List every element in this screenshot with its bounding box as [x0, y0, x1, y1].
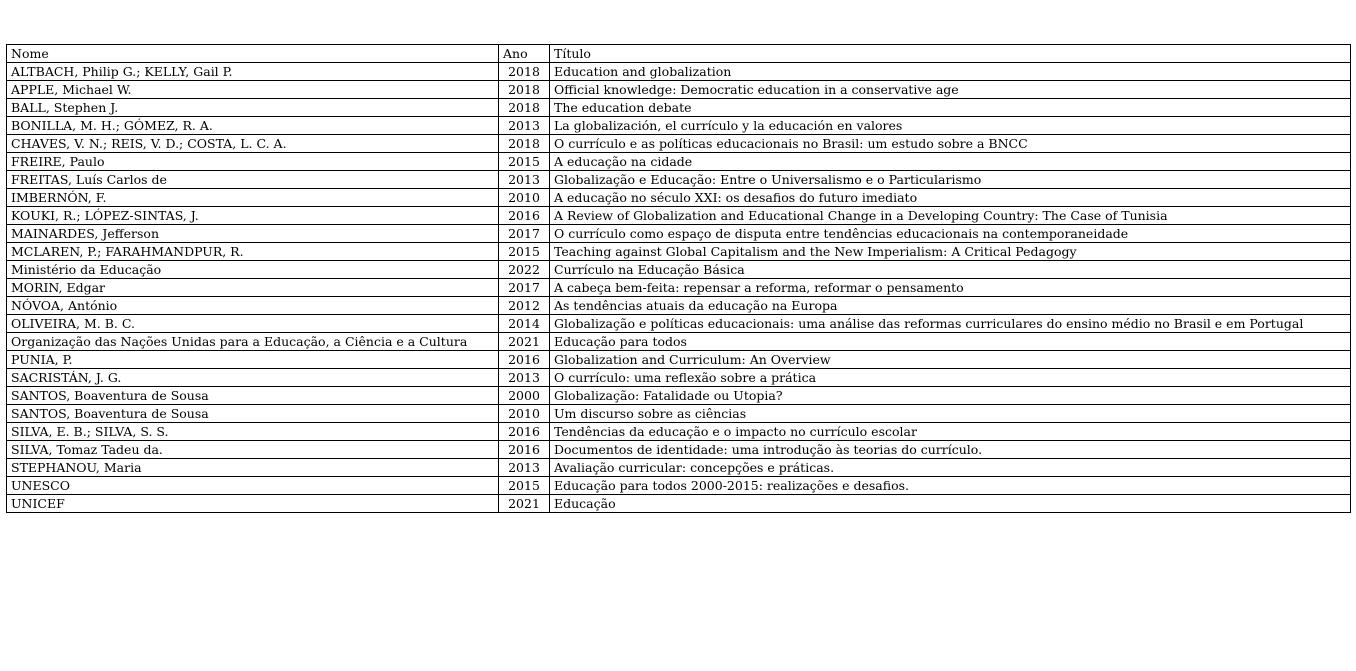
- cell-title: O currículo e as políticas educacionais no Brasil: um estudo sobre a BNCC: [550, 135, 1351, 153]
- table-row: [7, 441, 1351, 459]
- cell-title: Education and globalization: [550, 63, 1351, 81]
- table-row: [7, 99, 1351, 117]
- cell-title: Globalização e Educação: Entre o Universalismo e o Particularismo: [550, 171, 1351, 189]
- cell-name: PUNIA, P.: [7, 351, 499, 369]
- cell-name: CHAVES, V. N.; REIS, V. D.; COSTA, L. C. A.: [7, 135, 499, 153]
- table-row: [7, 135, 1351, 153]
- cell-title: Educação: [550, 495, 1351, 513]
- cell-year: 2017: [499, 279, 550, 297]
- table-row: [7, 225, 1351, 243]
- table-row: [7, 369, 1351, 387]
- cell-name: STEPHANOU, Maria: [7, 459, 499, 477]
- cell-name: SACRISTÁN, J. G.: [7, 369, 499, 387]
- table-row: [7, 117, 1351, 135]
- cell-year: 2013: [499, 117, 550, 135]
- cell-year: 2010: [499, 189, 550, 207]
- table-row: [7, 297, 1351, 315]
- references-table: [6, 44, 1351, 513]
- cell-name: BONILLA, M. H.; GÓMEZ, R. A.: [7, 117, 499, 135]
- cell-name: NÓVOA, António: [7, 297, 499, 315]
- cell-title: As tendências atuais da educação na Europa: [550, 297, 1351, 315]
- cell-name: BALL, Stephen J.: [7, 99, 499, 117]
- cell-name: Organização das Nações Unidas para a Educação, a Ciência e a Cultura: [7, 333, 499, 351]
- cell-year: 2013: [499, 171, 550, 189]
- cell-name: MORIN, Edgar: [7, 279, 499, 297]
- table-row: [7, 261, 1351, 279]
- table-row: [7, 81, 1351, 99]
- cell-name: UNICEF: [7, 495, 499, 513]
- table-row: [7, 153, 1351, 171]
- cell-year: 2015: [499, 153, 550, 171]
- table-header-row: [7, 45, 1351, 63]
- cell-title: Globalization and Curriculum: An Overview: [550, 351, 1351, 369]
- table-row: [7, 243, 1351, 261]
- cell-year: 2016: [499, 423, 550, 441]
- cell-name: KOUKI, R.; LÓPEZ-SINTAS, J.: [7, 207, 499, 225]
- cell-year: 2021: [499, 333, 550, 351]
- header-name: Nome: [7, 45, 499, 63]
- cell-name: ALTBACH, Philip G.; KELLY, Gail P.: [7, 63, 499, 81]
- cell-title: La globalización, el currículo y la educación en valores: [550, 117, 1351, 135]
- table-row: [7, 495, 1351, 513]
- cell-title: Documentos de identidade: uma introdução às teorias do currículo.: [550, 441, 1351, 459]
- table-row: [7, 423, 1351, 441]
- cell-title: A educação na cidade: [550, 153, 1351, 171]
- cell-year: 2022: [499, 261, 550, 279]
- table-body: [7, 63, 1351, 513]
- cell-title: The education debate: [550, 99, 1351, 117]
- cell-name: APPLE, Michael W.: [7, 81, 499, 99]
- table-row: [7, 189, 1351, 207]
- cell-title: A Review of Globalization and Educational Change in a Developing Country: The Case of Tunisia: [550, 207, 1351, 225]
- header-title: Título: [550, 45, 1351, 63]
- table-row: [7, 315, 1351, 333]
- cell-title: Official knowledge: Democratic education in a conservative age: [550, 81, 1351, 99]
- cell-title: Teaching against Global Capitalism and the New Imperialism: A Critical Pedagogy: [550, 243, 1351, 261]
- cell-year: 2018: [499, 135, 550, 153]
- table-row: [7, 387, 1351, 405]
- cell-year: 2013: [499, 369, 550, 387]
- table-row: [7, 351, 1351, 369]
- table-row: [7, 279, 1351, 297]
- table-row: [7, 207, 1351, 225]
- cell-title: Educação para todos: [550, 333, 1351, 351]
- cell-name: UNESCO: [7, 477, 499, 495]
- cell-year: 2014: [499, 315, 550, 333]
- header-year: Ano: [499, 45, 550, 63]
- cell-title: Globalização e políticas educacionais: uma análise das reformas curriculares do ensino médio no Brasil e em Portugal: [550, 315, 1351, 333]
- cell-name: SANTOS, Boaventura de Sousa: [7, 387, 499, 405]
- cell-name: SILVA, Tomaz Tadeu da.: [7, 441, 499, 459]
- cell-year: 2010: [499, 405, 550, 423]
- cell-year: 2000: [499, 387, 550, 405]
- cell-name: SANTOS, Boaventura de Sousa: [7, 405, 499, 423]
- cell-title: Tendências da educação e o impacto no currículo escolar: [550, 423, 1351, 441]
- table-row: [7, 477, 1351, 495]
- cell-year: 2012: [499, 297, 550, 315]
- table-row: [7, 63, 1351, 81]
- cell-year: 2015: [499, 243, 550, 261]
- cell-title: Globalização: Fatalidade ou Utopia?: [550, 387, 1351, 405]
- cell-title: Currículo na Educação Básica: [550, 261, 1351, 279]
- cell-title: O currículo: uma reflexão sobre a prática: [550, 369, 1351, 387]
- cell-name: IMBERNÓN, F.: [7, 189, 499, 207]
- cell-title: Educação para todos 2000-2015: realizações e desafios.: [550, 477, 1351, 495]
- cell-year: 2017: [499, 225, 550, 243]
- cell-name: MAINARDES, Jefferson: [7, 225, 499, 243]
- table-row: [7, 459, 1351, 477]
- cell-name: FREITAS, Luís Carlos de: [7, 171, 499, 189]
- cell-name: Ministério da Educação: [7, 261, 499, 279]
- cell-name: SILVA, E. B.; SILVA, S. S.: [7, 423, 499, 441]
- cell-year: 2016: [499, 207, 550, 225]
- cell-year: 2021: [499, 495, 550, 513]
- cell-year: 2018: [499, 81, 550, 99]
- table-row: [7, 333, 1351, 351]
- cell-title: A educação no século XXI: os desafios do futuro imediato: [550, 189, 1351, 207]
- cell-year: 2018: [499, 99, 550, 117]
- table-row: [7, 171, 1351, 189]
- cell-title: O currículo como espaço de disputa entre tendências educacionais na contemporaneidade: [550, 225, 1351, 243]
- cell-year: 2016: [499, 441, 550, 459]
- table-row: [7, 405, 1351, 423]
- cell-title: Um discurso sobre as ciências: [550, 405, 1351, 423]
- cell-title: Avaliação curricular: concepções e práticas.: [550, 459, 1351, 477]
- cell-year: 2013: [499, 459, 550, 477]
- cell-year: 2016: [499, 351, 550, 369]
- cell-name: FREIRE, Paulo: [7, 153, 499, 171]
- cell-name: MCLAREN, P.; FARAHMANDPUR, R.: [7, 243, 499, 261]
- cell-year: 2015: [499, 477, 550, 495]
- cell-title: A cabeça bem-feita: repensar a reforma, reformar o pensamento: [550, 279, 1351, 297]
- cell-year: 2018: [499, 63, 550, 81]
- cell-name: OLIVEIRA, M. B. C.: [7, 315, 499, 333]
